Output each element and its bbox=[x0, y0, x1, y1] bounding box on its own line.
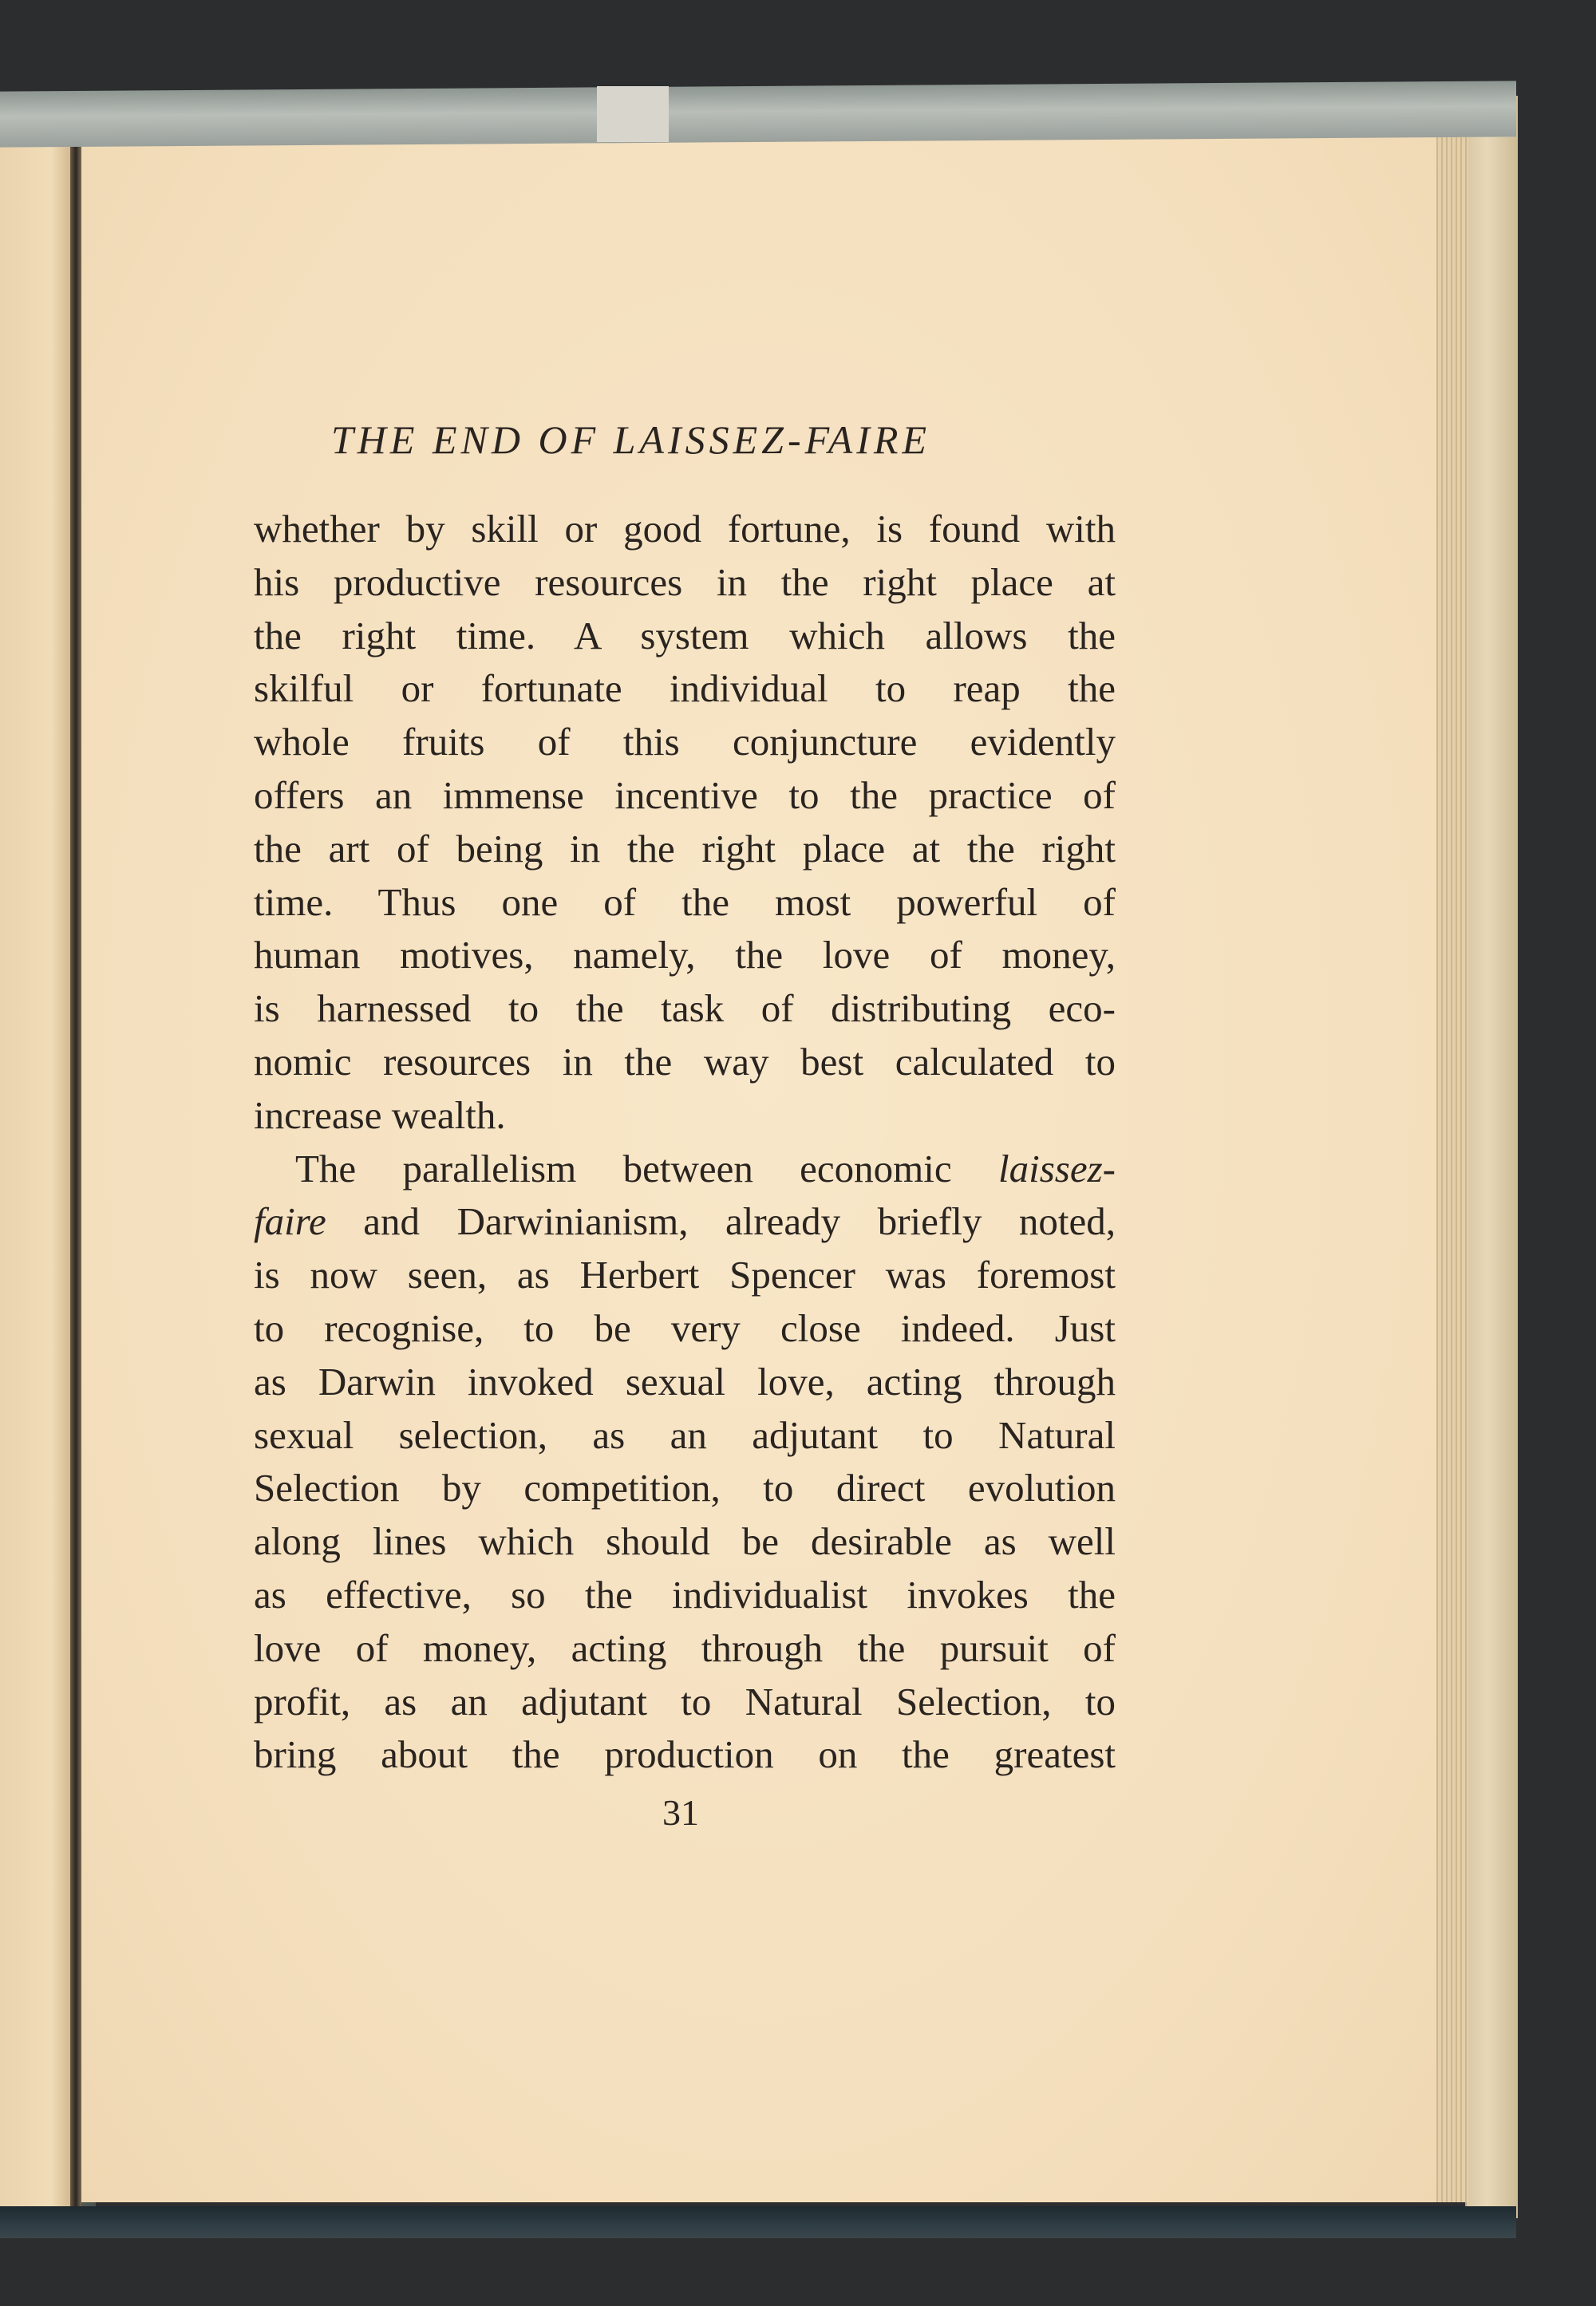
text-run: The parallelism between economic bbox=[295, 1146, 998, 1191]
text-line: human motives, namely, the love of money, bbox=[254, 933, 1116, 977]
text-line: is now seen, as Herbert Spencer was foremost bbox=[254, 1253, 1116, 1297]
text-line: as effective, so the individualist invokes the bbox=[254, 1572, 1116, 1617]
dust-jacket-top bbox=[0, 81, 1516, 147]
text-line: nomic resources in the way best calculated to bbox=[254, 1039, 1116, 1084]
text-line: bring about the production on the greatest bbox=[254, 1732, 1116, 1777]
text-line: to recognise, to be very close indeed. Just bbox=[254, 1305, 1116, 1350]
text-line: sexual selection, as an adjutant to Natural bbox=[254, 1412, 1116, 1457]
text-line bbox=[254, 1143, 1116, 1196]
gutter bbox=[70, 136, 81, 2210]
text-line: the art of being in the right place at the right bbox=[254, 826, 1116, 871]
text-line: profit, as an adjutant to Natural Selection, to bbox=[254, 1679, 1116, 1724]
text-line bbox=[254, 1195, 1116, 1249]
text-line: offers an immense incentive to the practice of bbox=[254, 772, 1116, 817]
text-line: his productive resources in the right place at bbox=[254, 559, 1116, 604]
body-text bbox=[254, 503, 1116, 1782]
text-line: increase wealth. bbox=[254, 1092, 506, 1137]
text-line: love of money, acting through the pursuit of bbox=[254, 1625, 1116, 1670]
page-number: 31 bbox=[662, 1792, 699, 1833]
text-line: time. Thus one of the most powerful of bbox=[254, 879, 1116, 924]
running-head: THE END OF LAISSEZ-FAIRE bbox=[331, 417, 930, 462]
text-line: the right time. A system which allows the bbox=[254, 613, 1116, 657]
italic-term: faire bbox=[254, 1199, 326, 1244]
text-line: is harnessed to the task of distributing eco- bbox=[254, 986, 1116, 1031]
text-run: and Darwinianism, already briefly noted, bbox=[326, 1199, 1116, 1244]
text-line: whole fruits of this conjuncture evidently bbox=[254, 720, 1116, 764]
italic-term: laissez- bbox=[998, 1146, 1116, 1191]
dust-jacket-edge bbox=[1465, 96, 1518, 2218]
facing-page bbox=[0, 142, 73, 2209]
text-line: as Darwin invoked sexual love, acting through bbox=[254, 1359, 1116, 1404]
text-line: along lines which should be desirable as well bbox=[254, 1519, 1116, 1564]
cover-bottom-edge bbox=[0, 2206, 1516, 2238]
text-line: whether by skill or good fortune, is found with bbox=[254, 507, 1116, 551]
text-line: skilful or fortunate individual to reap the bbox=[254, 666, 1116, 711]
text-line: Selection by competition, to direct evolution bbox=[254, 1466, 1116, 1510]
tape-strip bbox=[597, 86, 669, 142]
